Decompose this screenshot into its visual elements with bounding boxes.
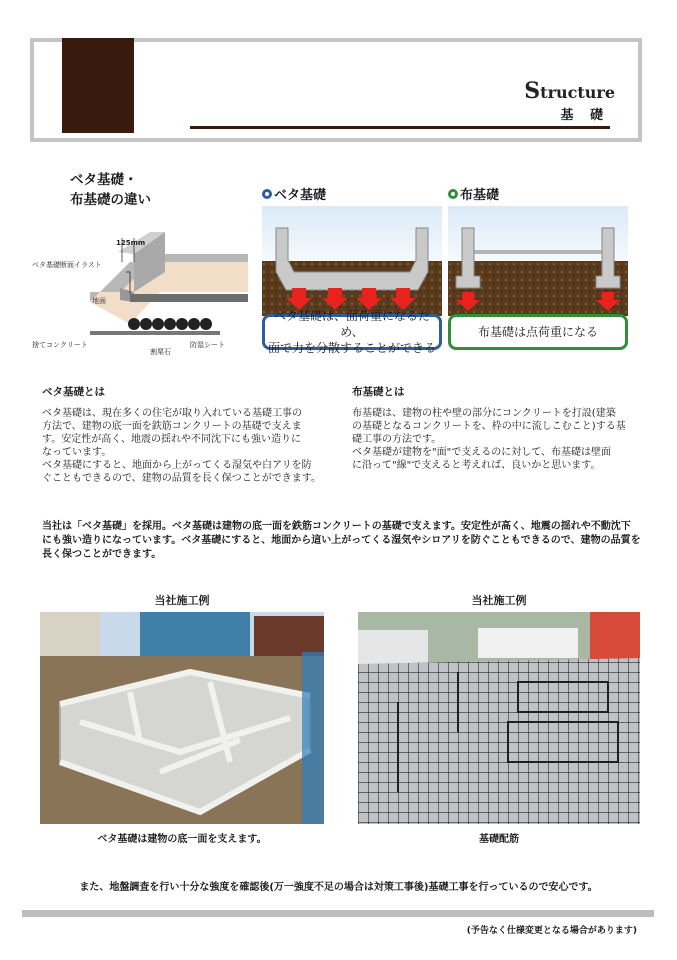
nuno-explanation-line: ベタ基礎が建物を"面"で支えるのに対して、布基礎は壁面 <box>352 447 611 458</box>
nuno-explanation-line: 布基礎は、建物の柱や壁の部分にコンクリートを打設(建築 <box>352 408 616 419</box>
beta-explanation-line: なっています。 <box>42 447 112 458</box>
foundation-cross-section-illustration <box>30 232 248 362</box>
header-brown-block <box>62 38 134 133</box>
nuno-explanation <box>352 384 652 472</box>
nuno-explanation-line: 礎工事の方法です。 <box>352 434 442 445</box>
beta-explanation-line: ぐこともできるので、建物の品質を長く保つことができます。 <box>42 473 321 484</box>
photo1-heading: 当社施工例 <box>154 594 210 607</box>
nuno-explanation-line: の基礎となるコンクリートを、枠の中に流しこむこと)する基 <box>352 421 626 432</box>
nuno-explanation-title: 布基礎とは <box>352 386 405 398</box>
photo2-heading: 当社施工例 <box>471 594 527 607</box>
beta-explanation-line: す。安定性が高く、地震の揺れや不同沈下にも強い造りに <box>42 434 301 445</box>
nuno-diagram-title-text: 布基礎 <box>460 188 500 203</box>
footer-note: (予告なく仕様変更となる場合があります) <box>466 926 637 936</box>
beta-foundation-diagram <box>262 206 442 316</box>
nuno-caption-box <box>448 314 628 350</box>
company-paragraph-line: にも強い造りになっています。ベタ基礎にすると、地面から這い上がってくる湿気やシロアリを防ぐこともできるので、建物の品質を <box>42 535 641 546</box>
footer-paragraph: また、地盤調査を行い十分な強度を確認後(万一強度不足の場合は対策工事後)基礎工事を行っているので安心です。 <box>79 882 598 893</box>
page-title-rest: tructure <box>540 83 615 102</box>
beta-explanation-line: 方法で、建物の底一面を鉄筋コンクリートの基礎で支えま <box>42 421 302 432</box>
beta-explanation-line: ベタ基礎は、現在多くの住宅が取り入れている基礎工事の <box>42 408 302 419</box>
beta-explanation-title: ベタ基礎とは <box>42 386 105 398</box>
photo1-caption: ベタ基礎は建物の底一面を支えます。 <box>97 834 267 845</box>
beta-diagram-title-text: ベタ基礎 <box>274 188 327 203</box>
company-paragraph-line: 長く保つことができます。 <box>42 549 162 560</box>
blue-ring-icon <box>262 189 272 199</box>
green-ring-icon <box>448 189 458 199</box>
nuno-foundation-diagram <box>448 206 628 316</box>
page-title <box>524 78 615 104</box>
section-heading-line1: ベタ基礎・ <box>70 172 138 188</box>
nuno-explanation-line: に沿って"線"で支えると考えれば、良いかと思います。 <box>352 460 601 471</box>
section-heading <box>70 170 151 210</box>
beta-caption-line1: ベタ基礎は、面荷重になるため、 <box>273 309 430 339</box>
footer-divider <box>22 910 654 917</box>
photo2-caption: 基礎配筋 <box>479 834 519 845</box>
illustration-title: ベタ基礎断面イラスト <box>32 261 102 269</box>
ground-label: 地面 <box>92 297 106 305</box>
company-paragraph <box>42 520 642 562</box>
dimension-label: 125mm <box>116 239 146 247</box>
rebar-photo <box>358 612 640 824</box>
blinding-concrete-label: 捨てコンクリート <box>32 341 88 349</box>
beta-caption-box <box>262 309 442 355</box>
company-paragraph-line: 当社は「ベタ基礎」を採用。ベタ基礎は建物の底一面を鉄筋コンクリートの基礎で支えます。安定性が高く、地震の揺れや不動沈下 <box>42 521 631 532</box>
beta-foundation-photo <box>40 612 324 824</box>
page-title-initial: S <box>524 78 541 104</box>
beta-explanation-line: ベタ基礎にすると、地面から上がってくる湿気や白アリを防 <box>42 460 312 471</box>
moisture-sheet-label: 防湿シート <box>190 341 225 349</box>
beta-caption-line2: 面で力を分散することができる <box>267 341 436 355</box>
beta-explanation <box>42 384 332 485</box>
page-subtitle: 基 礎 <box>560 108 609 123</box>
section-heading-line2: 布基礎の違い <box>70 192 151 208</box>
beta-diagram-title <box>262 184 326 203</box>
gravel-label: 割栗石 <box>150 348 171 356</box>
header-underline <box>190 126 610 129</box>
nuno-diagram-title <box>448 184 499 203</box>
nuno-caption-text: 布基礎は点荷重になる <box>477 325 598 339</box>
